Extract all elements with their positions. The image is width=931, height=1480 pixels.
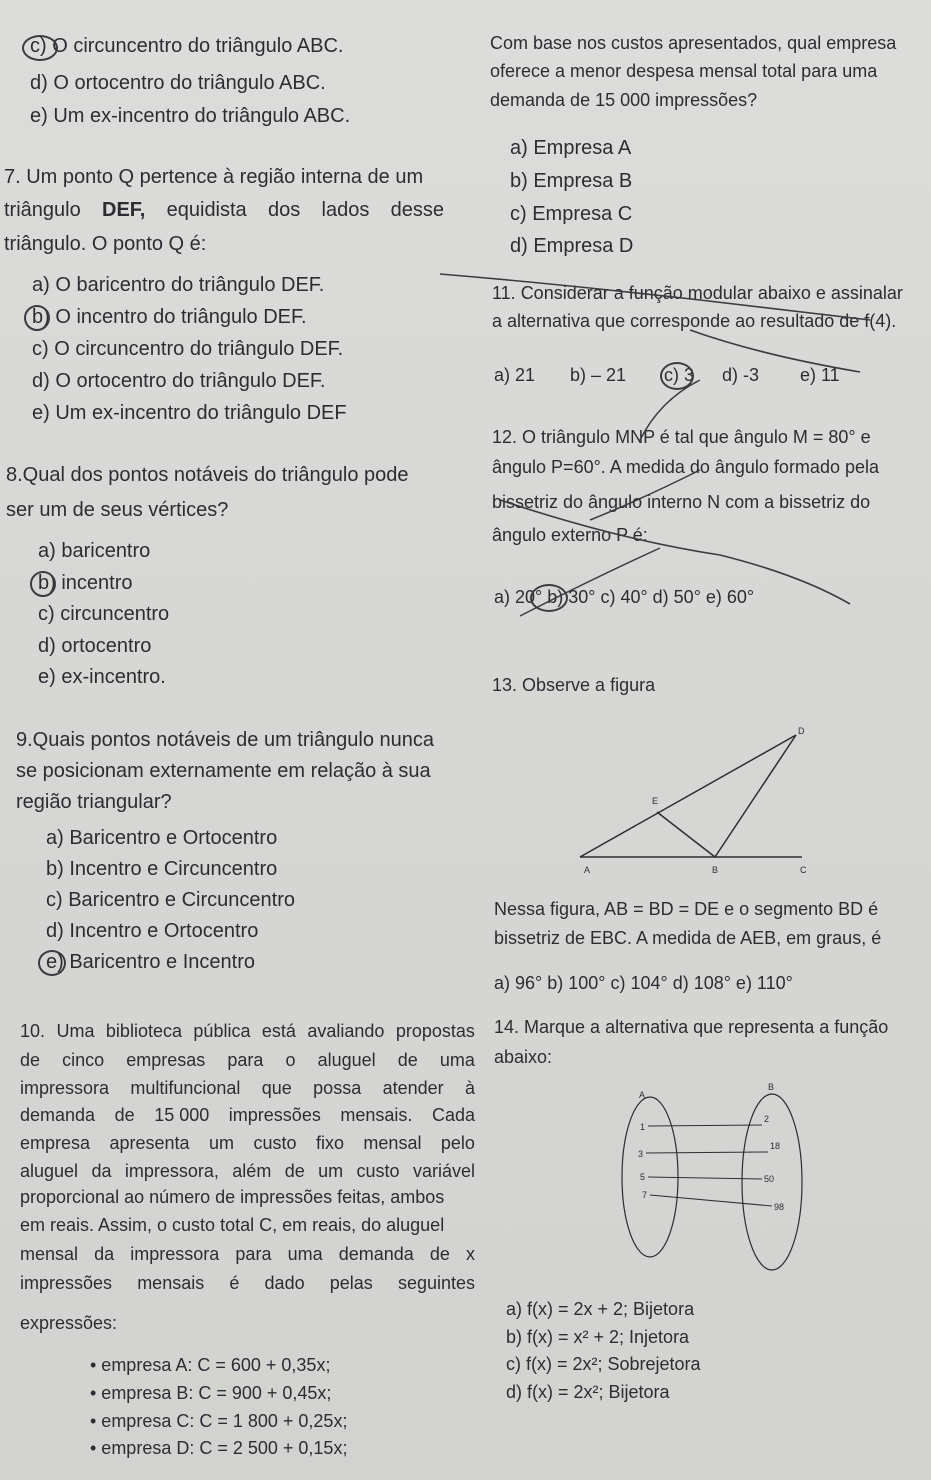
q7-option-d: d) O ortocentro do triângulo DEF.	[32, 370, 326, 392]
q11-option-e: e) 11	[800, 365, 840, 385]
point-label-b: B	[712, 865, 719, 875]
q14-option-a: a) f(x) = 2x + 2; Bijetora	[506, 1299, 695, 1319]
pen-stroke	[590, 470, 700, 520]
q7-line2: triângulo DEF, equidista dos lados desse	[4, 199, 444, 221]
q10-word: mensais.	[340, 1105, 413, 1125]
domain-3: 3	[638, 1149, 644, 1159]
q9-line3: região triangular?	[16, 791, 172, 813]
q10-word: pelas	[329, 1273, 373, 1293]
q10-word: Uma	[56, 1021, 95, 1041]
q9-option-c: c) Baricentro e Circuncentro	[46, 889, 295, 911]
arrow-5-50	[648, 1177, 762, 1179]
q10-line	[20, 1312, 117, 1334]
q14-option-d: d) f(x) = 2x²; Bijetora	[506, 1382, 670, 1402]
q10-word: para	[227, 1050, 264, 1070]
q10-word: da	[91, 1161, 112, 1181]
q10-word: de	[397, 1050, 418, 1070]
codomain-18: 18	[770, 1141, 781, 1151]
q10-word: dado	[264, 1273, 305, 1293]
q10-line	[20, 1132, 475, 1154]
q9-option-b: b) Incentro e Circuncentro	[46, 858, 278, 880]
q10-word: avaliando	[307, 1021, 385, 1041]
q10-word: de	[114, 1105, 135, 1125]
q10-word: uma	[439, 1050, 475, 1070]
segment-ad	[580, 735, 796, 857]
q10-word: de	[429, 1244, 450, 1264]
q8-option-d: d) ortocentro	[38, 635, 152, 657]
q10-line	[20, 1214, 444, 1236]
q10-right-line2: oferece a menor despesa mensal total para uma	[490, 61, 878, 81]
q10-word: é	[229, 1273, 240, 1293]
q9-option-a: a) Baricentro e Ortocentro	[46, 827, 278, 849]
q10-word: demanda	[338, 1244, 414, 1264]
domain-7: 7	[642, 1190, 648, 1200]
q10-word: empresas	[126, 1050, 206, 1070]
q11-option-b: b) – 21	[570, 365, 627, 385]
q10-word: de	[284, 1161, 305, 1181]
q7-option-b: b) O incentro do triângulo DEF.	[32, 306, 307, 328]
q10-company-b: • empresa B: C = 900 + 0,45x;	[90, 1383, 332, 1403]
q12-line2: ângulo P=60°. A medida do ângulo formado pela	[492, 457, 879, 477]
q13-figure	[570, 720, 850, 880]
q10-right-line1: Com base nos custos apresentados, qual empresa	[490, 33, 897, 53]
q9-line2: se posicionam externamente em relação à sua	[16, 760, 431, 782]
q10-line	[20, 1272, 475, 1294]
point-label-a: A	[584, 865, 591, 875]
q13-title: 13. Observe a figura	[492, 675, 656, 695]
q8-line2: ser um de seus vértices?	[6, 499, 229, 521]
q10-company-a: • empresa A: C = 600 + 0,35x;	[90, 1355, 331, 1375]
q10-word: o	[285, 1050, 296, 1070]
q10-line	[20, 1077, 475, 1099]
q10-word: apresenta	[109, 1133, 190, 1153]
q10-word: atender	[382, 1078, 444, 1098]
q14-diagram	[612, 1082, 812, 1272]
q14-option-b: b) f(x) = x² + 2; Injetora	[506, 1327, 690, 1347]
q8-option-c: c) circuncentro	[38, 603, 170, 625]
q6-option-e: e) Um ex-incentro do triângulo ABC.	[30, 105, 351, 127]
q10-word: variável	[412, 1161, 475, 1181]
q10-word: biblioteca	[105, 1021, 182, 1041]
pen-strokes	[0, 0, 931, 700]
answer-mark-circle	[38, 950, 66, 976]
point-label-e: E	[652, 796, 659, 806]
q12-line1: 12. O triângulo MNP é tal que ângulo M = 80° e	[492, 427, 871, 447]
q7-option-e: e) Um ex-incentro do triângulo DEF	[32, 402, 347, 424]
q8-option-e: e) ex-incentro.	[38, 666, 166, 688]
q10-option-b: b) Empresa B	[510, 170, 633, 192]
q10-option-c: c) Empresa C	[510, 203, 633, 225]
q9-line1: 9.Quais pontos notáveis de um triângulo nunca	[16, 729, 435, 751]
q10-line	[20, 1049, 475, 1071]
q10-word: seguintes	[397, 1273, 475, 1293]
q9-option-d: d) Incentro e Ortocentro	[46, 920, 259, 942]
q10-company-c: • empresa C: C = 1 800 + 0,25x;	[90, 1411, 348, 1431]
q10-word: propostas	[395, 1021, 475, 1041]
codomain-98: 98	[774, 1202, 785, 1212]
q10-word: impressões	[20, 1273, 113, 1293]
q14-option-c: c) f(x) = 2x²; Sobrejetora	[506, 1354, 701, 1374]
q10-word: Cada	[431, 1105, 475, 1125]
segment-db	[715, 735, 796, 857]
q10-word: 10.	[20, 1021, 46, 1041]
pen-stroke	[520, 548, 660, 616]
domain-1: 1	[640, 1122, 646, 1132]
q10-word: demanda	[20, 1105, 96, 1125]
q10-word: pública	[193, 1021, 251, 1041]
pen-stroke	[690, 330, 860, 372]
q10-line	[20, 1186, 444, 1208]
q10-word: um	[318, 1161, 344, 1181]
q10-company-d: • empresa D: C = 2 500 + 0,15x;	[90, 1438, 348, 1458]
q10-word: impressora,	[124, 1161, 219, 1181]
q10-word: um	[209, 1133, 235, 1153]
q10-word: além	[232, 1161, 272, 1181]
domain-5: 5	[640, 1172, 646, 1182]
q13-options: a) 96° b) 100° c) 104° d) 108° e) 110°	[494, 973, 793, 993]
q10-word: impressora	[130, 1244, 220, 1264]
q10-line	[20, 1160, 475, 1182]
q12-options: a) 20° b) 30° c) 40° d) 50° e) 60°	[494, 587, 755, 607]
q6-option-d: d) O ortocentro do triângulo ABC.	[30, 72, 326, 94]
q12-line3: bissetriz do ângulo interno N com a bissetriz do	[492, 492, 871, 512]
q8-option-a: a) baricentro	[38, 540, 151, 562]
set-b-label: B	[768, 1082, 775, 1092]
q10-word: multifuncional	[130, 1078, 241, 1098]
q10-word: expressões:	[20, 1313, 118, 1333]
q10-word: pelo	[440, 1133, 475, 1153]
q11-option-a: a) 21	[494, 365, 536, 385]
q10-word: mensal	[363, 1133, 422, 1153]
q7-option-c: c) O circuncentro do triângulo DEF.	[32, 338, 344, 360]
arrow-7-98	[650, 1195, 772, 1206]
q8-option-b: b) incentro	[38, 572, 133, 594]
q10-line	[20, 1020, 475, 1042]
q10-word: custo	[253, 1133, 297, 1153]
q10-word: aluguel	[317, 1050, 376, 1070]
q10-word: mensal	[20, 1244, 79, 1264]
q10-word: impressões	[228, 1105, 321, 1125]
q10-word: 15 000	[154, 1105, 210, 1125]
pen-stroke	[640, 380, 700, 440]
q10-word: empresa	[20, 1133, 91, 1153]
q10-word: uma	[287, 1244, 323, 1264]
arrow-1-2	[648, 1125, 762, 1126]
point-label-c: C	[800, 865, 807, 875]
q10-word: à	[464, 1078, 475, 1098]
q10-line	[20, 1104, 475, 1126]
q10-word: que	[261, 1078, 292, 1098]
q9-option-e: e) Baricentro e Incentro	[46, 951, 255, 973]
q12-line4: ângulo externo P é:	[492, 525, 648, 545]
q7-line1: 7. Um ponto Q pertence à região interna de um	[4, 166, 424, 188]
q10-word: mensais	[137, 1273, 205, 1293]
q10-word: aluguel	[20, 1161, 79, 1181]
q14-line2: abaixo:	[494, 1047, 553, 1067]
q10-option-a: a) Empresa A	[510, 137, 632, 159]
q10-word: está	[261, 1021, 296, 1041]
pen-stroke	[500, 500, 850, 604]
q10-word: custo	[356, 1161, 400, 1181]
q10-word: x	[466, 1244, 475, 1264]
q10-word: da	[94, 1244, 115, 1264]
arrow-3-18	[646, 1152, 768, 1153]
q11-line1: 11. Considerar a função modular abaixo e assinalar	[492, 283, 903, 303]
q10-option-d: d) Empresa D	[510, 235, 634, 257]
q8-line1: 8.Qual dos pontos notáveis do triângulo pode	[6, 464, 409, 486]
q11-option-d: d) -3	[722, 365, 760, 385]
q10-word: impressora	[20, 1078, 110, 1098]
q11-line2: a alternativa que corresponde ao resultado de f(4).	[492, 311, 897, 331]
q10-right-line3: demanda de 15 000 impressões?	[490, 90, 758, 110]
q14-line1: 14. Marque a alternativa que representa a função	[494, 1017, 889, 1037]
point-label-d: D	[798, 726, 805, 736]
q6-option-c: c) O circuncentro do triângulo ABC.	[30, 35, 344, 57]
q10-word: para	[235, 1244, 272, 1264]
set-a-label: A	[639, 1090, 646, 1100]
q7-option-a: a) O baricentro do triângulo DEF.	[32, 274, 325, 296]
q10-word: proporcional ao número de impressões feitas, ambos	[20, 1187, 445, 1207]
codomain-2: 2	[764, 1114, 770, 1124]
codomain-50: 50	[764, 1174, 775, 1184]
q13-text2: bissetriz de EBC. A medida de AEB, em graus, é	[494, 928, 882, 948]
q10-word: em reais. Assim, o custo total C, em reais, do aluguel	[20, 1215, 445, 1235]
q7-line3: triângulo. O ponto Q é:	[4, 233, 207, 255]
q10-word: de	[20, 1050, 41, 1070]
segment-eb	[657, 812, 715, 857]
q10-word: fixo	[315, 1133, 344, 1153]
q10-word: cinco	[62, 1050, 105, 1070]
pen-stroke	[440, 274, 870, 320]
q10-line	[20, 1243, 475, 1265]
q11-option-c: c) 3	[664, 365, 695, 385]
q13-text1: Nessa figura, AB = BD = DE e o segmento BD é	[494, 899, 879, 919]
q10-word: possa	[313, 1078, 362, 1098]
